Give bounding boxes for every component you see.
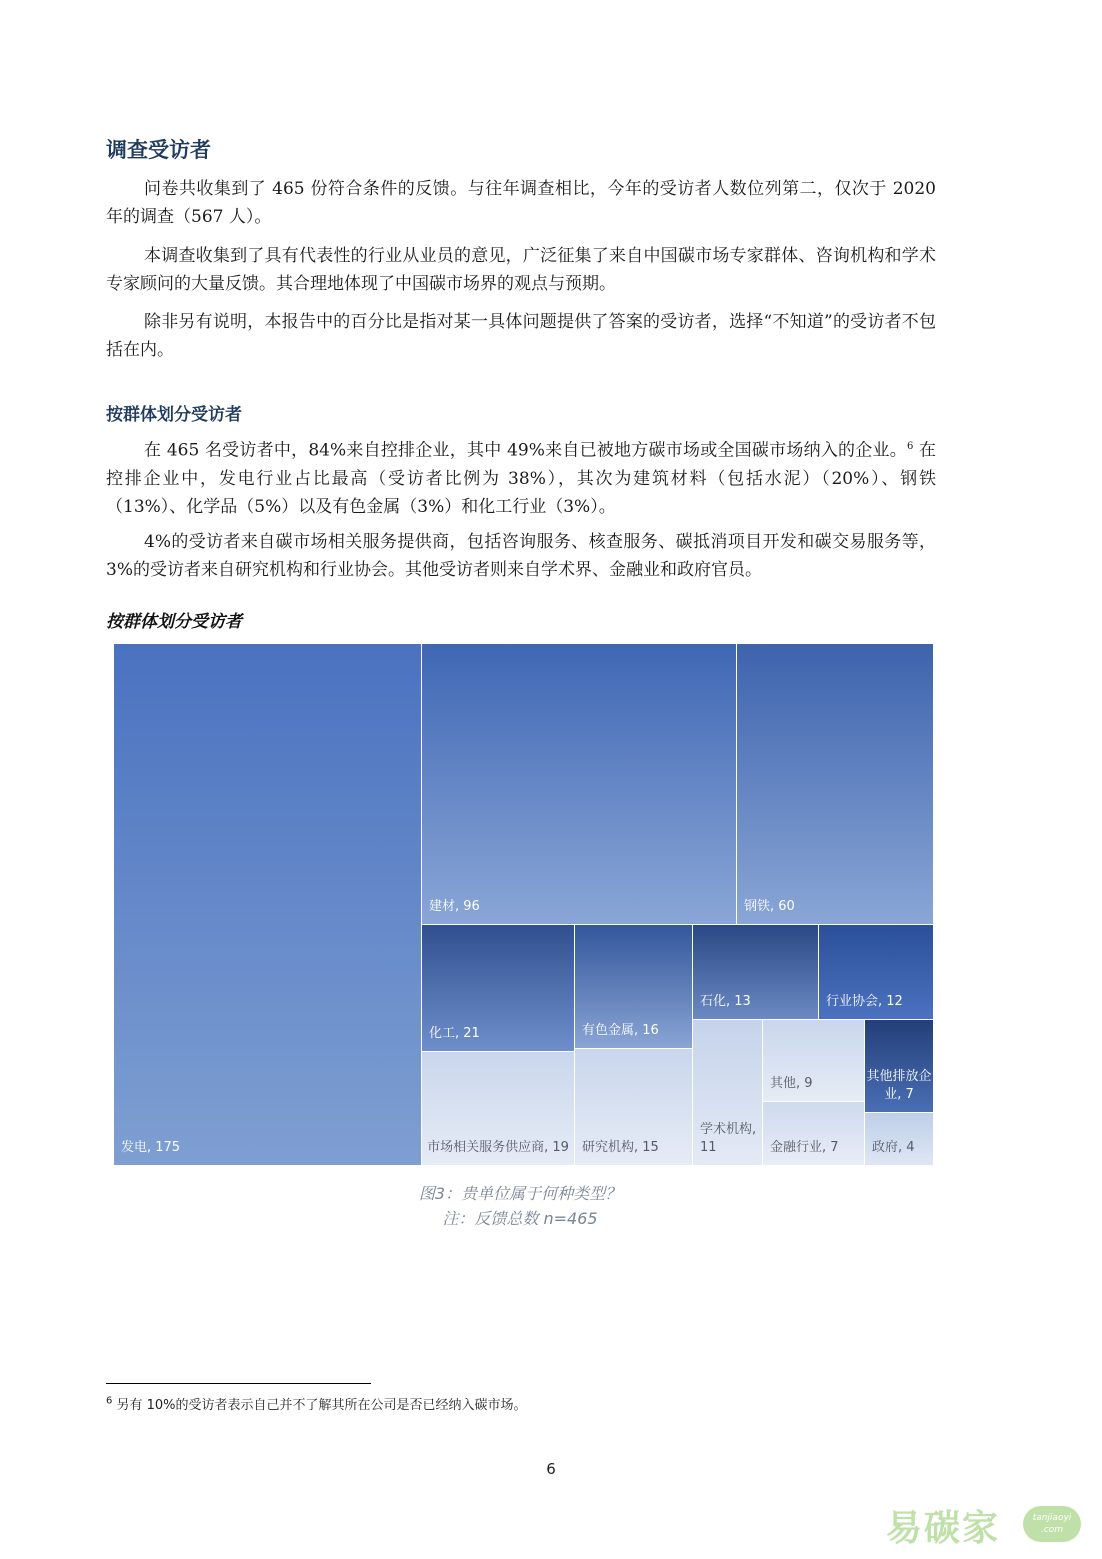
- treemap-tile-label: 化工, 21: [429, 1026, 480, 1041]
- watermark-badge-line1: tanjiaoyi: [1032, 1513, 1072, 1523]
- treemap-tile-12: [865, 1020, 934, 1113]
- treemap-tile-label: 发电, 175: [121, 1140, 181, 1155]
- treemap-tile-8: [693, 925, 819, 1020]
- treemap-tile-4: [422, 925, 575, 1052]
- treemap-tile-1: [114, 644, 422, 1166]
- treemap-tile-14: [865, 1113, 934, 1166]
- treemap-tile-label: 建材, 96: [429, 899, 480, 914]
- treemap-chart: [114, 644, 934, 1166]
- subsection-heading: 按群体划分受访者: [106, 405, 242, 425]
- watermark-badge-line2: .com: [1040, 1525, 1064, 1535]
- footnote-divider: [106, 1383, 371, 1384]
- paragraph-1: 问卷共收集到了 465 份符合条件的反馈。与往年调查相比，今年的受访者人数位列第二，仅次于 2020 年的调查（567 人）。: [106, 179, 936, 227]
- treemap-tile-9: [819, 925, 934, 1020]
- paragraph-4: [106, 433, 936, 521]
- page-number: 6: [546, 1460, 556, 1478]
- figure-title: 按群体划分受访者: [106, 612, 242, 632]
- figure-caption: 图3：贵单位属于何种类型？: [418, 1184, 622, 1203]
- treemap-tile-label: 有色金属, 16: [582, 1023, 659, 1038]
- watermark-logo: [886, 1500, 1086, 1552]
- section-heading: 调查受访者: [106, 138, 211, 162]
- treemap-tile-label: 学术机构, 11: [700, 1122, 757, 1155]
- treemap-tile-13: [763, 1102, 865, 1166]
- treemap-tile-label: 石化, 13: [700, 994, 751, 1009]
- footnote-number: 6: [106, 1395, 113, 1407]
- figure-note: 注：反馈总数 n=465: [442, 1209, 598, 1228]
- footnote: [106, 1394, 527, 1413]
- treemap-tile-2: [422, 644, 737, 925]
- footnote-ref[interactable]: 6: [906, 441, 914, 452]
- watermark-text: 易碳家: [886, 1508, 1001, 1549]
- watermark-badge: [1023, 1506, 1081, 1542]
- treemap-tile-label: 钢铁, 60: [744, 899, 795, 914]
- treemap-tile-3: [737, 644, 934, 925]
- treemap-tile-label: 行业协会, 12: [826, 994, 903, 1009]
- treemap-tile-5: [422, 1052, 575, 1166]
- treemap-tile-11: [763, 1020, 865, 1102]
- paragraph-4-part-a: 在 465 名受访者中，84%来自控排企业，其中 49%来自已被地方碳市场或全国碳市场纳入的企业。: [144, 440, 907, 461]
- treemap-tile-label: 市场相关服务供应商, 19: [427, 1140, 569, 1155]
- treemap-tile-label: 政府, 4: [872, 1140, 915, 1155]
- treemap-tile-label: 金融行业, 7: [770, 1140, 839, 1155]
- treemap-tile-6: [575, 925, 693, 1049]
- treemap-tile-10: [693, 1020, 763, 1166]
- treemap-tile-label: 其他排放企业, 7: [866, 1069, 932, 1102]
- paragraph-2: 本调查收集到了具有代表性的行业从业员的意见，广泛征集了来自中国碳市场专家群体、咨询机构和学术专家顾问的大量反馈。其合理地体现了中国碳市场界的观点与预期。: [106, 246, 936, 294]
- treemap-tile-7: [575, 1049, 693, 1166]
- treemap-tile-label: 其他, 9: [770, 1076, 813, 1091]
- paragraph-4-part-b: 在控排企业中，发电行业占比最高（受访者比例为 38%），其次为建筑材料（包括水泥）（20%）、钢铁（13%）、化学品（5%）以及有色金属（3%）和化工行业（3%）。: [106, 440, 936, 517]
- footnote-text: 另有 10%的受访者表示自己并不了解其所在公司是否已经纳入碳市场。: [112, 1398, 527, 1413]
- treemap-tile-label: 研究机构, 15: [582, 1140, 659, 1155]
- paragraph-3: 除非另有说明，本报告中的百分比是指对某一具体问题提供了答案的受访者，选择“不知道”的受访者不包括在内。: [106, 312, 936, 360]
- paragraph-5: 4%的受访者来自碳市场相关服务提供商，包括咨询服务、核查服务、碳抵消项目开发和碳交易服务等，3%的受访者来自研究机构和行业协会。其他受访者则来自学术界、金融业和政府官员。: [106, 532, 936, 580]
